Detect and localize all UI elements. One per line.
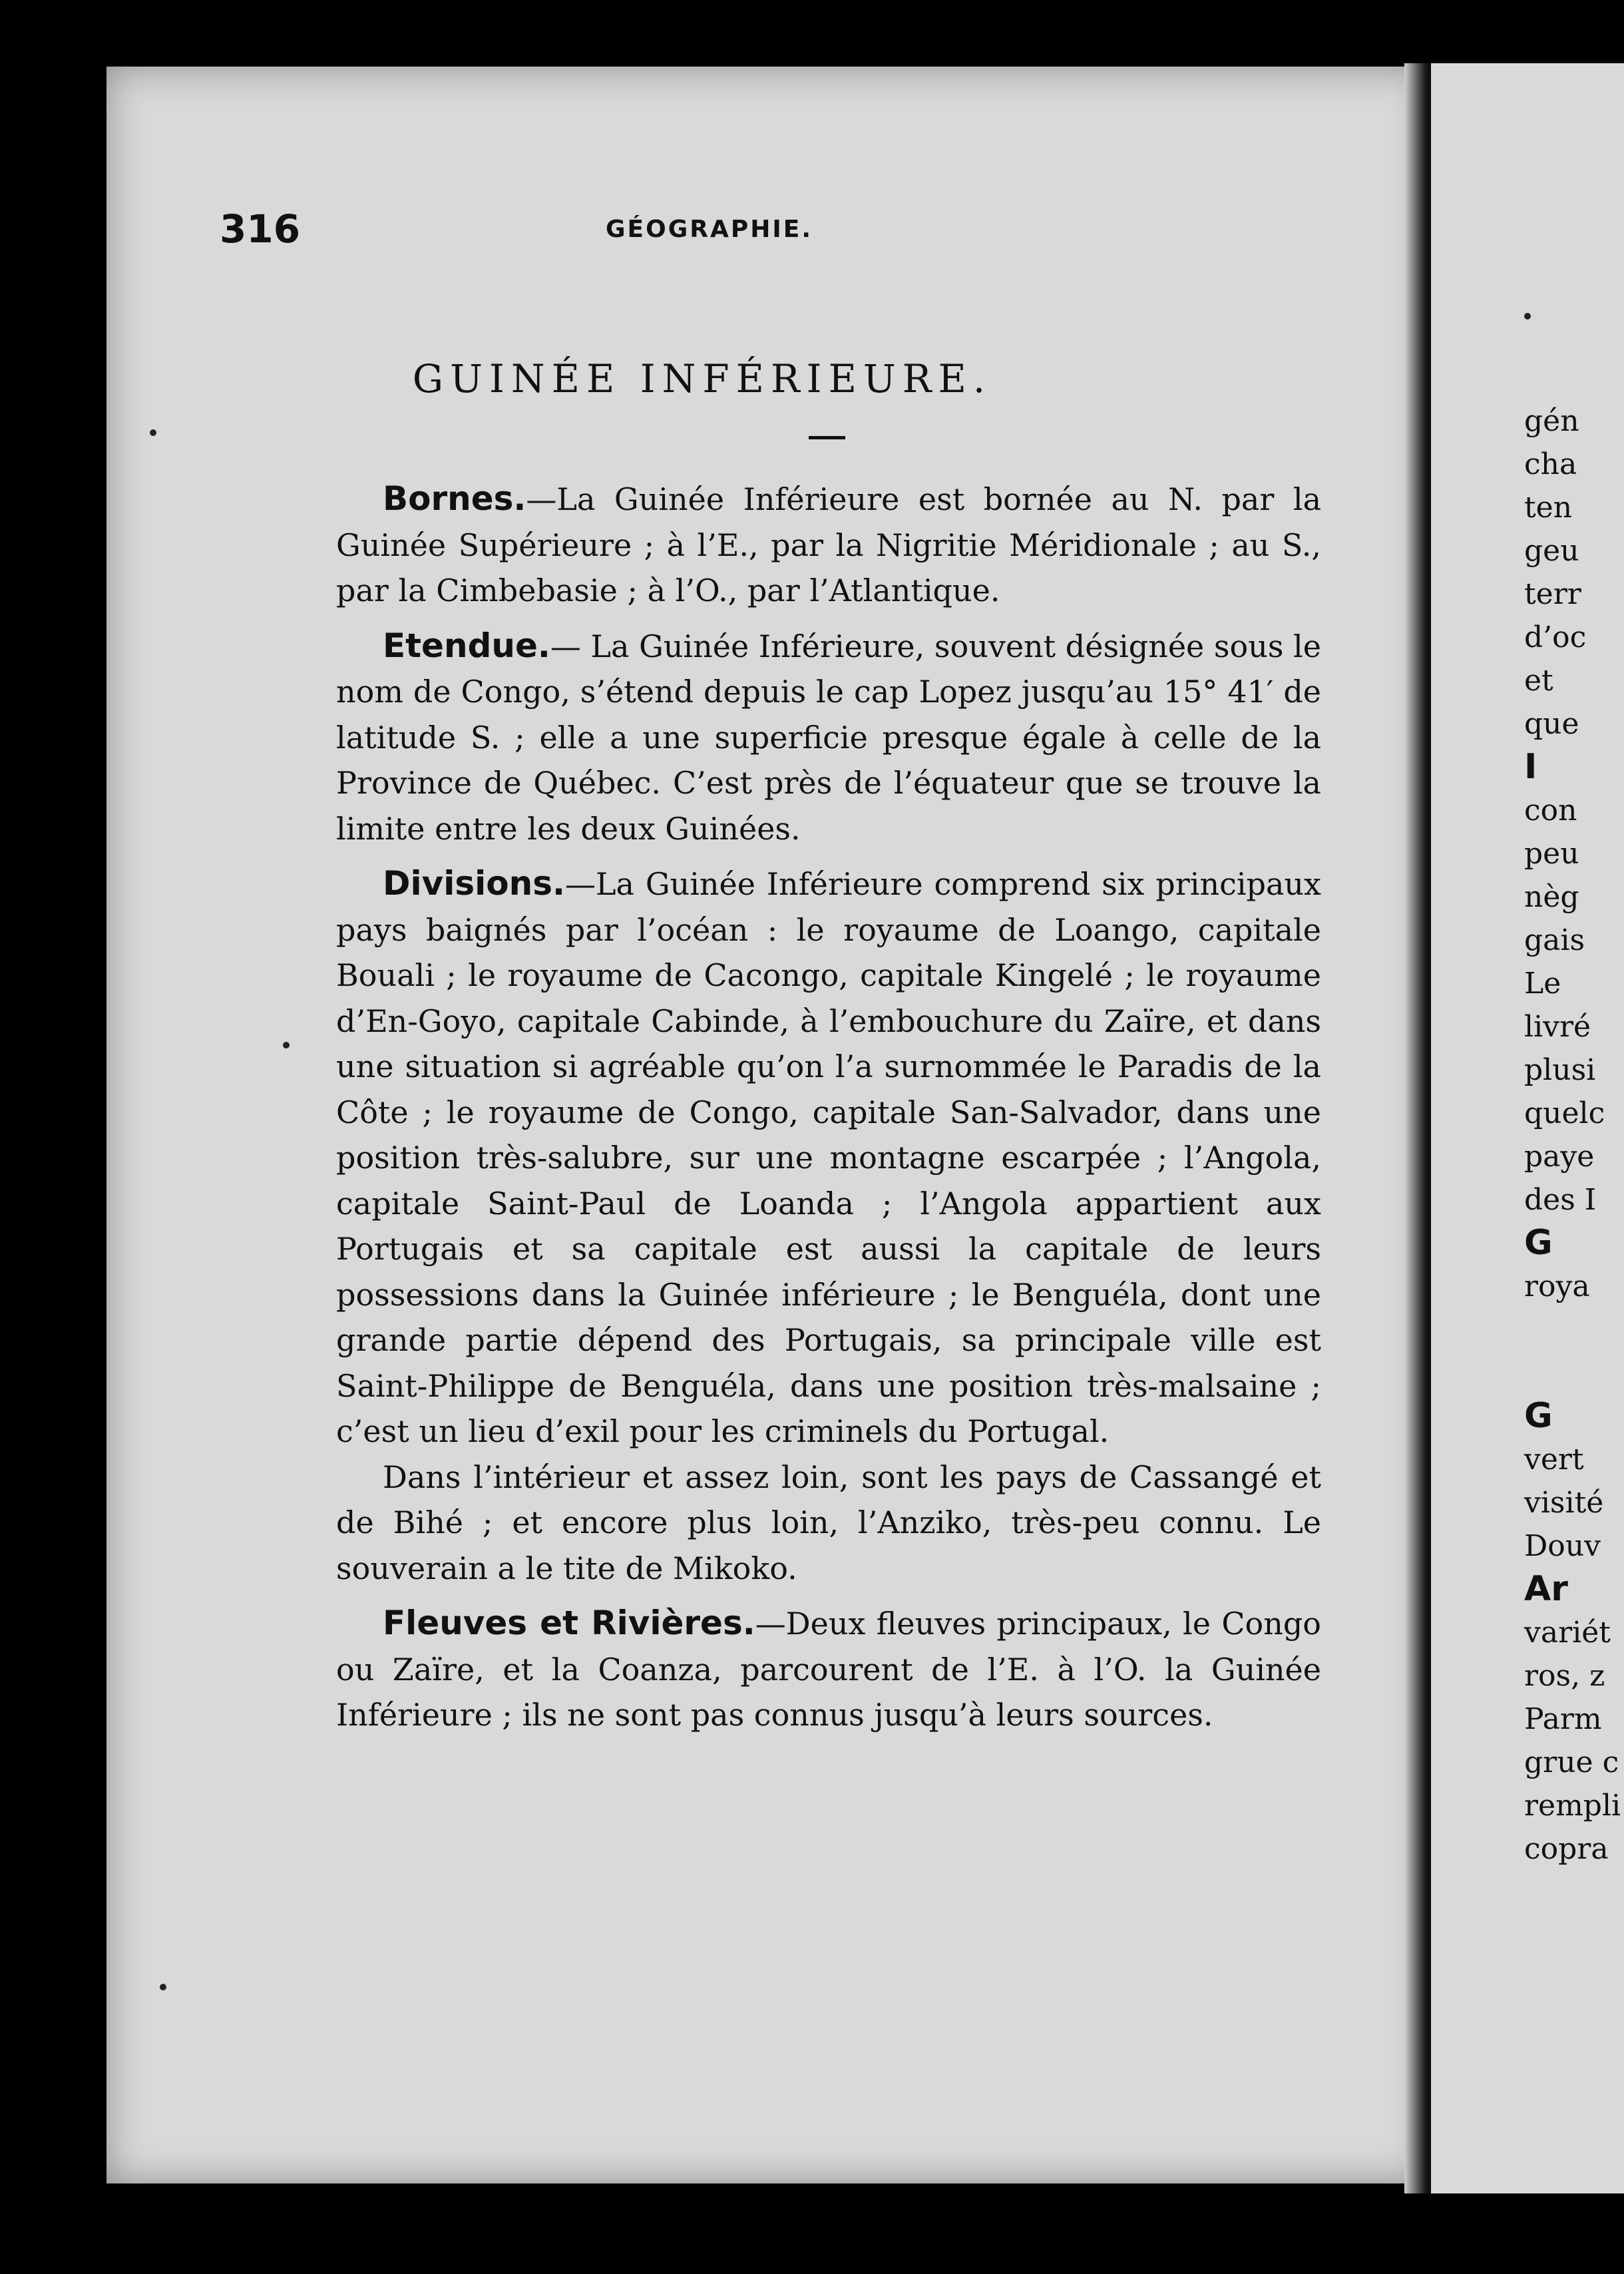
paragraph-interieur [336, 1455, 1321, 1592]
fragment-line: gén [1524, 404, 1579, 438]
page-gutter [1404, 63, 1434, 2193]
fragment-line: grue c [1524, 1745, 1619, 1779]
fragment-line: et [1524, 664, 1553, 698]
text-bornes: —La Guinée Inférieure est bornée au N. par la Guinée Supérieure ; à l’E., par la Nigritie Méridionale ; au S., par la Cimbebasie ; à l’O., par l’Atlantique. [336, 481, 1321, 608]
fragment-line: paye [1524, 1140, 1595, 1174]
fragment-line: visité [1524, 1486, 1604, 1520]
fragment-line: Parm [1524, 1702, 1602, 1736]
ink-speck [283, 1042, 290, 1048]
page-header [220, 206, 1185, 260]
fragment-line: I [1524, 747, 1537, 787]
fragment-line [1524, 1308, 1611, 1351]
fragment-line: con [1524, 794, 1577, 827]
body-text [336, 476, 1321, 1738]
fragment-line: des I [1524, 1183, 1597, 1217]
fragment-line: cha [1524, 447, 1577, 481]
text-interieur: Dans l’intérieur et assez loin, sont les pays de Cassangé et de Bihé ; et encore plus loin, l’Anziko, très-peu connu. Le souverain a le tite de Mikoko. [336, 1459, 1321, 1586]
fragment-line: que [1524, 707, 1579, 741]
fragment-line: Douv [1524, 1529, 1601, 1563]
fragment-line: G [1524, 1396, 1553, 1436]
heading-etendue: Etendue. [383, 626, 550, 665]
heading-divisions: Divisions. [383, 864, 565, 903]
right-page-fragments [1524, 399, 1621, 1871]
section-title: GUINÉE INFÉRIEURE. [412, 356, 992, 401]
fragment-line: rempli [1524, 1789, 1621, 1823]
running-head: GÉOGRAPHIE. [606, 216, 813, 243]
fragment-line: copra [1524, 1832, 1609, 1866]
paragraph-fleuves [336, 1600, 1321, 1738]
title-rule [809, 436, 845, 439]
paragraph-etendue [336, 623, 1321, 852]
fragment-line: variét [1524, 1616, 1611, 1650]
fragment-line: gais [1524, 923, 1585, 957]
fragment-line: roya [1524, 1269, 1590, 1303]
fragment-line [1524, 1351, 1611, 1395]
fragment-line: plusi [1524, 1053, 1596, 1087]
fragment-line: quelc [1524, 1096, 1605, 1130]
heading-fleuves: Fleuves et Rivières. [383, 1604, 755, 1642]
ink-speck [160, 1984, 166, 1990]
fragment-line: nèg [1524, 880, 1579, 914]
fragment-line: Ar [1524, 1569, 1568, 1609]
fragment-line: G [1524, 1223, 1553, 1263]
fragment-line: livré [1524, 1010, 1591, 1044]
text-divisions: —La Guinée Inférieure comprend six principaux pays baignés par l’océan : le royaume de Loango, capitale Bouali ; le royaume de Cacongo, capitale Kingelé ; le royaume d’En-Goyo, capitale Cabinde, à l’embouchure du Zaïre, et dans une situation si agréable qu’on l’a surnommée le Paradis de la Côte ; le royaume de Congo, capitale San-Salvador, dans une position très-salubre, sur une montagne escarpée ; l’Angola, capitale Saint-Paul de Loanda ; l’Angola appartient aux Portugais et sa capitale est aussi la capitale de leurs possessions dans la Guinée inférieure ; le Benguéla, dont une grande partie dépend des Portugais, sa principale ville est Saint-Philippe de Benguéla, dans une position très-malsaine ; c’est un lieu d’exil pour les criminels du Portugal. [336, 866, 1321, 1449]
text-fleuves: —Deux fleuves principaux, le Congo ou Zaïre, et la Coanza, parcourent de l’E. à l’O. la Guinée Inférieure ; ils ne sont pas connus jusqu’à leurs sources. [336, 1606, 1321, 1733]
ink-speck [150, 429, 156, 436]
fragment-line: d’oc [1524, 620, 1587, 654]
fragment-line: terr [1524, 577, 1581, 611]
fragment-line: ros, z [1524, 1659, 1605, 1693]
heading-bornes: Bornes. [383, 479, 526, 518]
fragment-line: Le [1524, 967, 1561, 1001]
text-etendue: — La Guinée Inférieure, souvent désignée sous le nom de Congo, s’étend depuis le cap Lopez jusqu’au 15° 41′ de latitude S. ; elle a une superficie presque égale à celle de la Province de Québec. C’est près de l’équateur que se trouve la limite entre les deux Guinées. [336, 628, 1321, 847]
page-number: 316 [220, 206, 301, 252]
fragment-line: geu [1524, 534, 1579, 568]
fragment-line: ten [1524, 491, 1573, 525]
paragraph-bornes [336, 476, 1321, 614]
paragraph-divisions [336, 861, 1321, 1455]
fragment-line: vert [1524, 1443, 1584, 1477]
fragment-line: peu [1524, 837, 1579, 871]
ink-speck [1524, 313, 1531, 320]
